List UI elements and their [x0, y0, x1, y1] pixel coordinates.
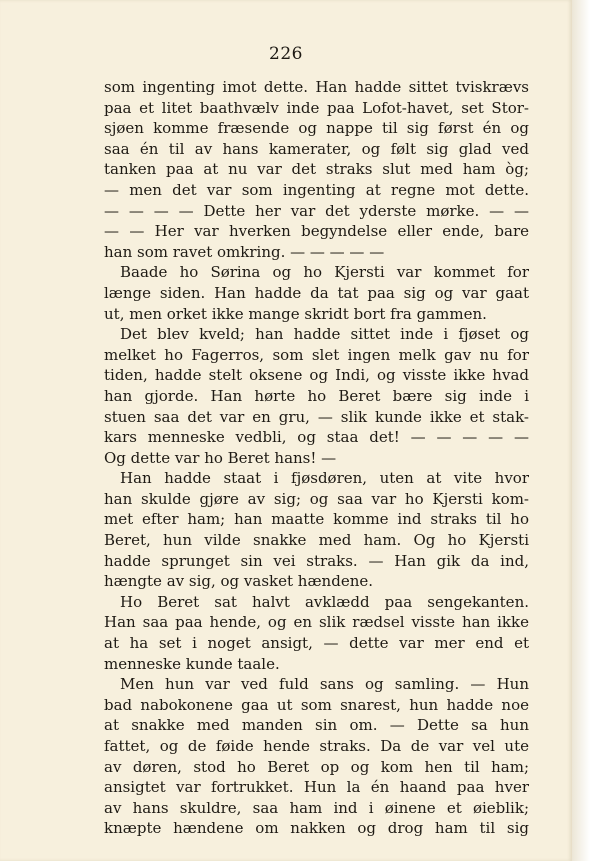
- text-line: Han saa paa hende, og en slik rædsel visste han ikke: [104, 613, 529, 632]
- text-line: hadde sprunget sin vei straks. — Han gik da ind,: [104, 551, 529, 570]
- text-line: han skulde gjøre av sig; og saa var ho Kjersti kom-: [104, 489, 529, 508]
- text-line: at snakke med manden sin om. — Dette sa hun: [104, 716, 529, 735]
- text-line: ut, men orket ikke mange skridt bort fra gammen.: [104, 304, 487, 323]
- text-line: Beret, hun vilde snakke med ham. Og ho Kjersti: [104, 531, 529, 550]
- text-line: bad nabokonene gaa ut som snarest, hun hadde noe: [104, 695, 529, 714]
- text-line: Baade ho Sørina og ho Kjersti var kommet for: [120, 263, 529, 282]
- text-line: tiden, hadde stelt oksene og Indi, og visste ikke hvad: [104, 366, 529, 385]
- text-line: sjøen komme fræsende og nappe til sig først én og: [104, 119, 529, 138]
- text-line: længe siden. Han hadde da tat paa sig og var gaat: [104, 283, 529, 302]
- text-line: Og dette var ho Beret hans! —: [104, 448, 337, 467]
- text-line: fattet, og de føide hende straks. Da de var vel ute: [104, 737, 529, 755]
- text-line: at ha set i noget ansigt, — dette var mer end et: [104, 634, 529, 653]
- text-line: saa én til av hans kamerater, og følt sig glad ved: [104, 139, 529, 158]
- text-line: han gjorde. Han hørte ho Beret bære sig inde i: [104, 386, 529, 405]
- text-line: — — Her var hverken begyndelse eller ende, bare: [104, 222, 529, 241]
- text-line: met efter ham; han maatte komme ind straks til ho: [104, 510, 529, 529]
- text-line: — men det var som ingenting at regne mot dette.: [104, 180, 529, 199]
- page-edge: [572, 0, 602, 861]
- text-line: melket ho Fagerros, som slet ingen melk gav nu for: [104, 345, 529, 364]
- text-line: som ingenting imot dette. Han hadde sittet tviskrævs: [104, 78, 529, 96]
- text-line: hængte av sig, og vasket hændene.: [104, 572, 373, 591]
- text-line: ansigtet var fortrukket. Hun la én haand paa hver: [104, 778, 529, 797]
- text-line: av døren, stod ho Beret op og kom hen til ham;: [104, 757, 529, 776]
- text-line: Det blev kveld; han hadde sittet inde i fjøset og: [120, 325, 529, 344]
- text-line: paa et litet baathvælv inde paa Lofot-havet, set Stor-: [104, 98, 529, 117]
- text-line: tanken paa at nu var det straks slut med ham òg;: [104, 160, 529, 179]
- text-line: menneske kunde taale.: [104, 654, 280, 673]
- body-text: [104, 77, 529, 839]
- text-line: Ho Beret sat halvt avklædd paa sengekanten.: [120, 592, 529, 611]
- text-line: han som ravet omkring. — — — — —: [104, 242, 385, 261]
- text-line: Men hun var ved fuld sans og samling. — Hun: [120, 675, 529, 694]
- text-line: stuen saa det var en gru, — slik kunde ikke et stak-: [104, 407, 529, 426]
- text-line: av hans skuldre, saa ham ind i øinene et øieblik;: [104, 798, 529, 817]
- page-number: 226: [269, 44, 303, 64]
- text-line: knæpte hændene om nakken og drog ham til sig: [104, 819, 529, 838]
- text-line: kars menneske vedbli, og staa det! — — — — —: [104, 428, 529, 447]
- text-line: Han hadde staat i fjøsdøren, uten at vite hvor: [120, 469, 529, 488]
- text-line: — — — — Dette her var det yderste mørke. — —: [104, 201, 529, 220]
